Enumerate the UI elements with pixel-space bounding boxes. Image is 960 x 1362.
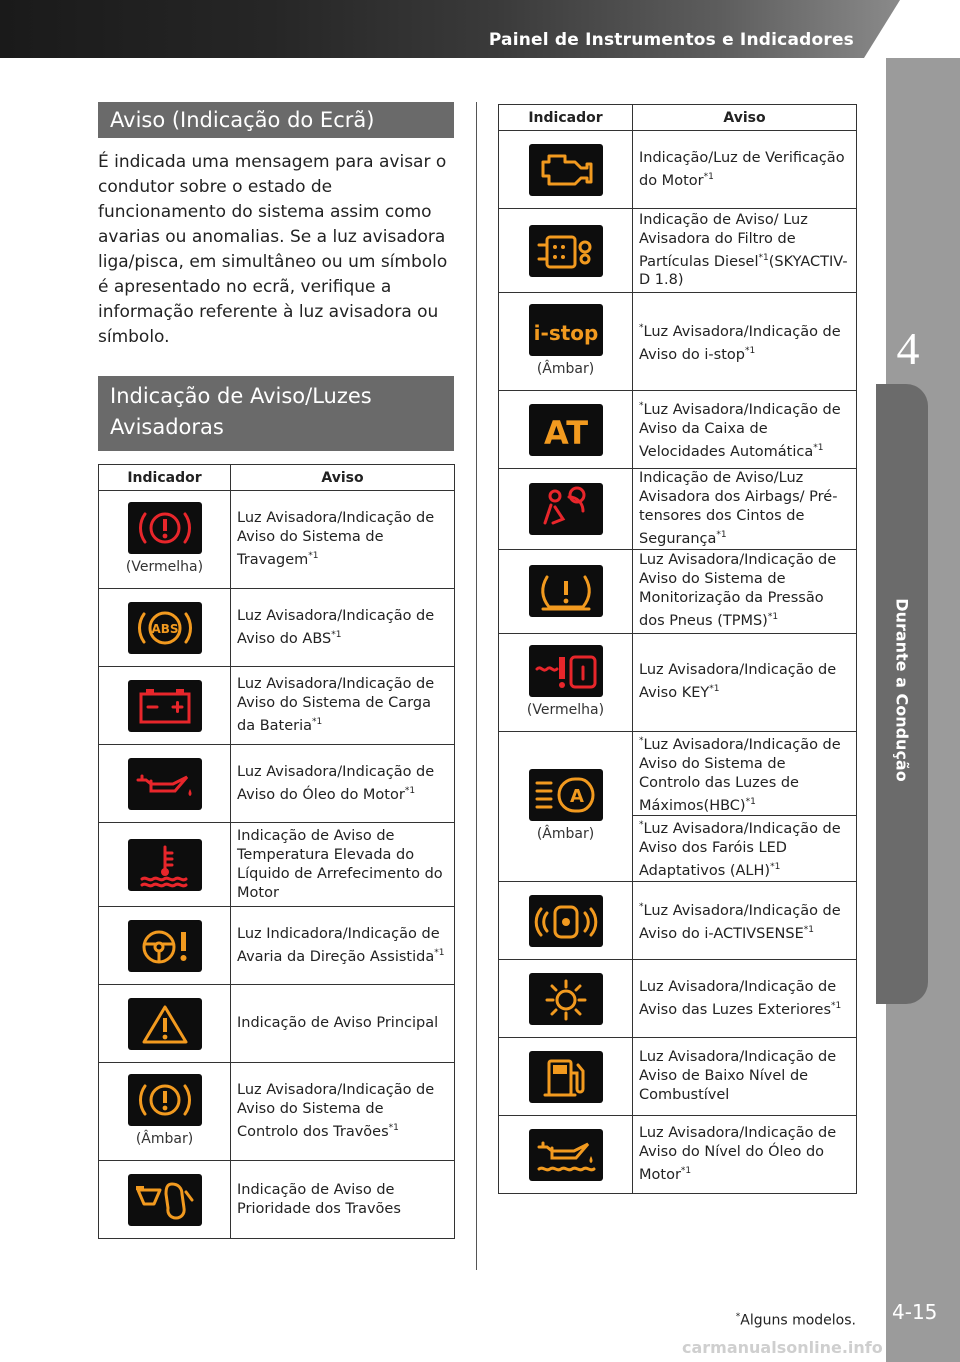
warning-description: Indicação de Aviso Principal <box>231 985 455 1063</box>
header-indicator: Indicador <box>499 105 633 131</box>
warning-description: Luz Avisadora/Indicação de Aviso do ABS$^{*1}$ <box>231 589 455 667</box>
indicator-cell <box>99 745 231 823</box>
table-row <box>499 731 857 816</box>
indicator-cell <box>499 391 633 469</box>
warning-description: Luz Avisadora/Indicação de Aviso do Sistema de Carga da Bateria$^{*1}$ <box>231 667 455 745</box>
right-indicator-table <box>498 104 857 1194</box>
table-row <box>499 469 857 550</box>
indicator-cell <box>99 985 231 1063</box>
oil-level-icon <box>529 1129 603 1181</box>
brake-warning-icon <box>128 1074 202 1126</box>
section-heading-warning-lights: Indicação de Aviso/Luzes Avisadoras <box>98 376 454 451</box>
svg-text:i-stop: i-stop <box>533 321 598 345</box>
warning-description: Indicação de Aviso/Luz Avisadora dos Airbags/ Pré-tensores dos Cintos de Segurança$^{*1}$ <box>633 469 857 550</box>
automatic-transmission-icon <box>529 404 603 456</box>
low-fuel-icon <box>529 1051 603 1103</box>
indicator-cell <box>499 209 633 293</box>
warning-description: Luz Avisadora/Indicação de Aviso do Sistema de Controlo dos Travões$^{*1}$ <box>231 1063 455 1161</box>
watermark: carmanualsonline.info <box>682 1338 883 1357</box>
table-row <box>499 209 857 293</box>
table-row <box>99 823 455 907</box>
indicator-caption: (Vermelha) <box>526 701 605 718</box>
warning-description: *Luz Avisadora/Indicação de Aviso do Sistema de Controlo das Luzes de Máximos(HBC)$^{*1}$ <box>633 731 857 816</box>
footnote: *Alguns modelos. <box>735 1312 856 1329</box>
table-row <box>99 1063 455 1161</box>
table-row <box>99 667 455 745</box>
warning-description: Luz Avisadora/Indicação de Aviso de Baixo Nível de Combustível <box>633 1038 857 1116</box>
indicator-cell <box>99 1161 231 1239</box>
svg-text:AT: AT <box>543 413 588 452</box>
brake-warning-icon <box>128 502 202 554</box>
indicator-cell <box>99 491 231 589</box>
indicator-cell <box>99 1063 231 1161</box>
indicator-caption: (Âmbar) <box>135 1131 194 1147</box>
indicator-cell <box>99 589 231 667</box>
table-row <box>99 745 455 823</box>
warning-description: Luz Avisadora/Indicação de Aviso do Sistema de Travagem$^{*1}$ <box>231 491 455 589</box>
indicator-cell <box>499 731 633 881</box>
brake-priority-icon <box>128 1174 202 1226</box>
table-row <box>499 391 857 469</box>
indicator-cell <box>499 633 633 731</box>
indicator-caption: (Vermelha) <box>125 559 204 575</box>
exterior-light-icon <box>529 973 603 1025</box>
airbag-icon <box>529 483 603 535</box>
intro-paragraph: É indicada uma mensagem para avisar o condutor sobre o estado de funcionamento do sistema assim como avarias ou anomalias. Se a luz avisadora liga/pisca, em simultâneo ou um símbolo é apresentado no ecrã, verifique a informação referente à luz avisadora ou símbolo. <box>98 152 448 347</box>
indicator-cell <box>499 131 633 209</box>
table-row <box>499 882 857 960</box>
battery-icon <box>128 680 202 732</box>
warning-description: Luz Indicadora/Indicação de Avaria da Direção Assistida$^{*1}$ <box>231 907 455 985</box>
warning-description: Indicação de Aviso de Temperatura Elevada do Líquido de Arrefecimento do Motor <box>231 823 455 907</box>
indicator-cell <box>499 1038 633 1116</box>
warning-description: Indicação de Aviso/ Luz Avisadora do Filtro de Partículas Diesel$^{*1}$(SKYACTIV-D 1.8) <box>633 209 857 293</box>
indicator-caption: (Âmbar) <box>536 361 595 377</box>
chapter-number: 4 <box>896 323 920 374</box>
table-row <box>99 589 455 667</box>
table-row <box>99 491 455 589</box>
warning-triangle-icon <box>128 998 202 1050</box>
warning-description: *Luz Avisadora/Indicação de Aviso da Caixa de Velocidades Automática$^{*1}$ <box>633 391 857 469</box>
header-warning: Aviso <box>633 105 857 131</box>
svg-text:A: A <box>569 785 584 807</box>
table-row <box>499 1038 857 1116</box>
page-header-title: Painel de Instrumentos e Indicadores <box>488 30 854 50</box>
i-stop-icon <box>529 304 603 356</box>
indicator-cell <box>99 823 231 907</box>
table-row <box>99 985 455 1063</box>
warning-description: Luz Avisadora/Indicação de Aviso do Óleo do Motor$^{*1}$ <box>231 745 455 823</box>
section-heading-display-warning: Aviso (Indicação do Ecrã) <box>98 102 454 138</box>
header-indicator: Indicador <box>99 465 231 491</box>
warning-description: Luz Avisadora/Indicação de Aviso do Nível do Óleo do Motor$^{*1}$ <box>633 1116 857 1194</box>
tire-pressure-icon <box>529 565 603 617</box>
key-warning-icon <box>529 645 603 697</box>
header-warning: Aviso <box>231 465 455 491</box>
indicator-caption: (Âmbar) <box>536 825 595 842</box>
table-row <box>99 907 455 985</box>
indicator-cell <box>499 882 633 960</box>
chapter-label: Durante a Condução <box>892 598 912 782</box>
indicator-cell <box>99 667 231 745</box>
indicator-cell <box>499 549 633 633</box>
oil-can-icon <box>128 758 202 810</box>
table-row <box>499 131 857 209</box>
warning-description: Indicação de Aviso de Prioridade dos Travões <box>231 1161 455 1239</box>
indicator-cell <box>499 960 633 1038</box>
table-row <box>499 633 857 731</box>
check-engine-icon <box>529 144 603 196</box>
indicator-cell <box>499 1116 633 1194</box>
indicator-cell <box>499 293 633 391</box>
headlight-auto-icon <box>529 769 603 821</box>
table-row <box>499 1116 857 1194</box>
column-divider <box>476 102 477 1270</box>
coolant-temperature-icon <box>128 839 202 891</box>
table-row <box>499 293 857 391</box>
i-activsense-icon <box>529 895 603 947</box>
table-row <box>499 549 857 633</box>
warning-description: Indicação/Luz de Verificação do Motor$^{*1}$ <box>633 131 857 209</box>
warning-description: Luz Avisadora/Indicação de Aviso KEY$^{*1}$ <box>633 633 857 731</box>
abs-icon <box>128 602 202 654</box>
warning-description: *Luz Avisadora/Indicação de Aviso dos Faróis LED Adaptativos (ALH)$^{*1}$ <box>633 816 857 882</box>
left-indicator-table <box>98 464 455 1239</box>
warning-description: *Luz Avisadora/Indicação de Aviso do i-stop$^{*1}$ <box>633 293 857 391</box>
diesel-particulate-filter-icon <box>529 225 603 277</box>
warning-description: Luz Avisadora/Indicação de Aviso das Luzes Exteriores$^{*1}$ <box>633 960 857 1038</box>
steering-wheel-warning-icon <box>128 920 202 972</box>
warning-description: *Luz Avisadora/Indicação de Aviso do i-ACTIVSENSE$^{*1}$ <box>633 882 857 960</box>
indicator-cell <box>99 907 231 985</box>
table-row <box>99 1161 455 1239</box>
page-number: 4-15 <box>892 1300 938 1324</box>
svg-text:ABS: ABS <box>150 621 179 636</box>
indicator-cell <box>499 469 633 550</box>
warning-description: Luz Avisadora/Indicação de Aviso do Sistema de Monitorização da Pressão dos Pneus (TPMS)$^{*1}$ <box>633 549 857 633</box>
table-row <box>499 960 857 1038</box>
